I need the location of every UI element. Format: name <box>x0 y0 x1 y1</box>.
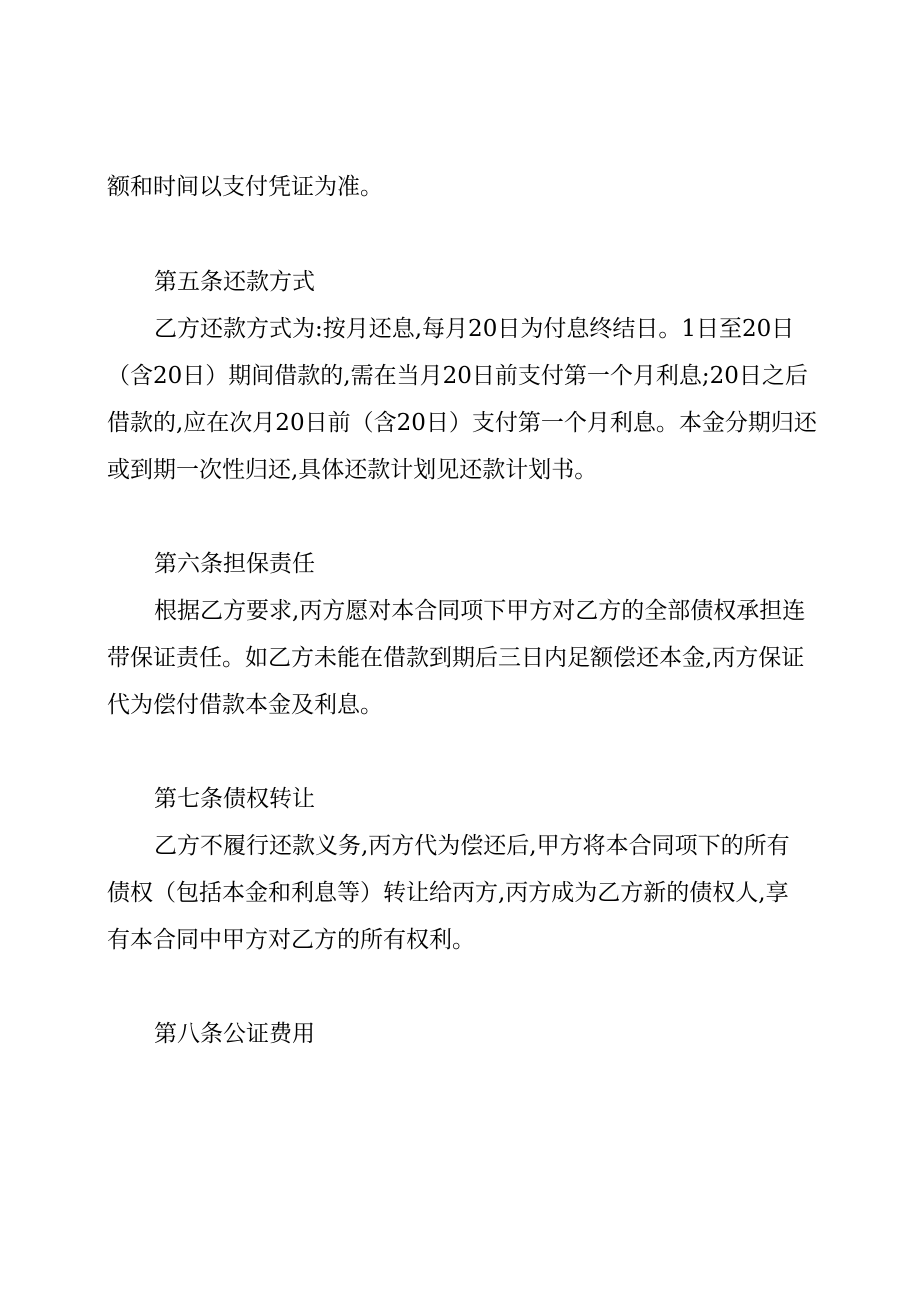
paragraph-line: 乙方还款方式为:按月还息,每月20日为付息终结日。1日至20日 <box>154 316 795 342</box>
section-heading-8: 第八条公证费用 <box>154 1021 315 1047</box>
section-heading-6: 第六条担保责任 <box>154 551 315 577</box>
paragraph-line: 额和时间以支付凭证为准。 <box>107 174 383 200</box>
paragraph-line: 借款的,应在次月20日前（含20日）支付第一个月利息。本金分期归还 <box>107 410 817 436</box>
paragraph-line: 乙方不履行还款义务,丙方代为偿还后,甲方将本合同项下的所有 <box>154 833 790 859</box>
paragraph-line: 债权（包括本金和利息等）转让给丙方,丙方成为乙方新的债权人,享 <box>107 880 789 906</box>
section-heading-7: 第七条债权转让 <box>154 786 315 812</box>
paragraph-line: 代为偿付借款本金及利息。 <box>107 692 383 718</box>
paragraph-line: （含20日）期间借款的,需在当月20日前支付第一个月利息;20日之后 <box>107 363 808 389</box>
paragraph-line: 根据乙方要求,丙方愿对本合同项下甲方对乙方的全部债权承担连 <box>154 598 806 624</box>
paragraph-line: 带保证责任。如乙方未能在借款到期后三日内足额偿还本金,丙方保证 <box>107 645 805 671</box>
paragraph-line: 或到期一次性归还,具体还款计划见还款计划书。 <box>107 457 598 483</box>
section-heading-5: 第五条还款方式 <box>154 269 315 295</box>
paragraph-line: 有本合同中甲方对乙方的所有权利。 <box>107 927 475 953</box>
